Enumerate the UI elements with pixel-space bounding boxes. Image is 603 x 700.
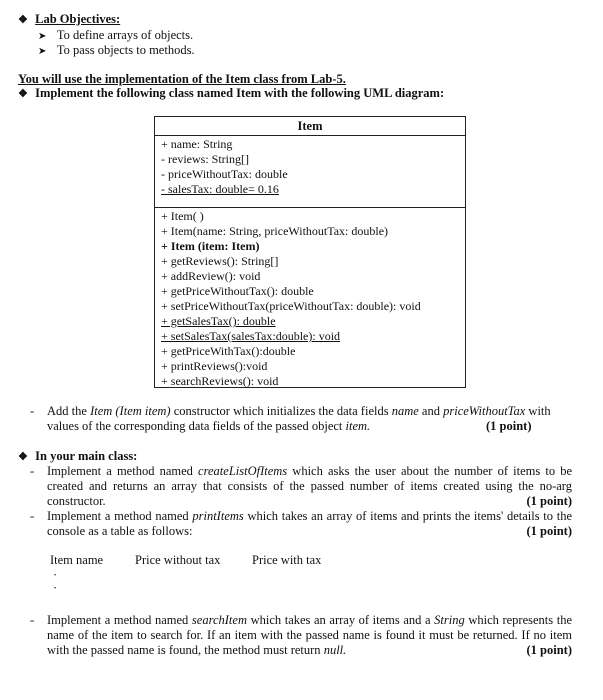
- constructor-task-line2: [47, 419, 370, 434]
- uml-method: + getPriceWithoutTax(): double: [161, 284, 314, 298]
- objective-item: [38, 28, 193, 43]
- uml-method: + Item(name: String, priceWithoutTax: double): [161, 224, 389, 238]
- uml-method-static: + setSalesTax(salesTax:double): void: [161, 329, 341, 343]
- task-print-items: [47, 509, 572, 539]
- text: which takes an array of items and a: [246, 613, 435, 627]
- uml-instruction: [18, 86, 444, 101]
- uml-class-diagram: [154, 116, 466, 388]
- uml-method: + addReview(): void: [161, 269, 261, 283]
- objective-item: [38, 43, 195, 58]
- method-name: printItems: [192, 509, 244, 523]
- table-header-item-name: Item name: [50, 553, 104, 567]
- constructor-task-line1: [47, 404, 551, 419]
- param-name: item.: [345, 419, 371, 433]
- text: which takes an array of items and prints the items' details to the console as a table as follows:: [47, 509, 572, 538]
- objective-text: To define arrays of objects.: [56, 28, 194, 42]
- uml-divider: [155, 135, 465, 136]
- table-header-price-with-tax: Price with tax: [252, 553, 322, 567]
- type-name: String: [434, 613, 465, 627]
- method-name: createListOfItems: [198, 464, 288, 478]
- text: Implement a method named: [47, 509, 193, 523]
- points-label: (1 point): [526, 524, 572, 538]
- text: which represents the name of the item to search for. If an item with the passed name is found it must be returned. If no item with the passed name is found, the method must return: [47, 613, 572, 657]
- table-dot: ·: [53, 581, 58, 595]
- diamond-bullet-icon: ❖: [18, 14, 28, 26]
- table-dot: ·: [53, 568, 58, 582]
- points-label: (1 point): [526, 643, 572, 657]
- main-class-title: In your main class:: [35, 449, 138, 463]
- text: constructor which initializes the data fields: [170, 404, 392, 418]
- uml-method: + getPriceWithTax():double: [161, 344, 296, 358]
- text: and: [418, 404, 444, 418]
- task-dash: -: [30, 613, 35, 627]
- diamond-bullet-icon: ❖: [18, 88, 28, 100]
- null-keyword: null.: [323, 643, 347, 657]
- uml-method: + printReviews():void: [161, 359, 268, 373]
- uml-field: + name: String: [161, 137, 233, 151]
- method-name: searchItem: [191, 613, 247, 627]
- table-header-price-without-tax: Price without tax: [135, 553, 221, 567]
- uml-method: + getReviews(): String[]: [161, 254, 279, 268]
- uml-method-copy-constructor: + Item (item: Item): [161, 239, 260, 253]
- uml-method-static: + getSalesTax(): double: [161, 314, 276, 328]
- text: Add the: [47, 404, 91, 418]
- uml-method: + setPriceWithoutTax(priceWithoutTax: double): void: [161, 299, 421, 313]
- task-dash: -: [30, 509, 35, 523]
- text: which asks the user about the number of items to be created and returns an array that consists of the passed number of items created using the no-arg constructor.: [47, 464, 573, 508]
- constructor-signature: Item (Item item): [90, 404, 171, 418]
- points-label: (1 point): [526, 494, 572, 508]
- uml-instruction-text: Implement the following class named Item with the following UML diagram:: [35, 86, 445, 100]
- uml-field: - reviews: String[]: [161, 152, 249, 166]
- uml-class-name: Item: [297, 119, 323, 133]
- uml-method: + Item( ): [161, 209, 204, 223]
- uml-method: + searchReviews(): void: [161, 374, 279, 388]
- points-label: (1 point): [486, 419, 532, 433]
- uml-field-static: - salesTax: double= 0.16: [161, 182, 279, 196]
- uml-field: - priceWithoutTax: double: [161, 167, 288, 181]
- task-dash: -: [30, 404, 35, 418]
- task-search-item: [47, 613, 572, 658]
- diamond-bullet-icon: ❖: [18, 451, 28, 463]
- objective-text: To pass objects to methods.: [56, 43, 195, 57]
- field-name: name: [391, 404, 419, 418]
- arrow-bullet-icon: ➤: [38, 46, 47, 57]
- intro-line: You will use the implementation of the Item class from Lab-5.: [18, 72, 346, 86]
- task-dash: -: [30, 464, 35, 478]
- objectives-heading: [18, 12, 120, 27]
- task-create-list: [47, 464, 572, 509]
- text: with: [525, 404, 551, 418]
- field-name: priceWithoutTax: [443, 404, 526, 418]
- text: Implement a method named: [47, 464, 199, 478]
- main-class-heading: [18, 449, 137, 464]
- text: values of the corresponding data fields of the passed object: [47, 419, 346, 433]
- text: Implement a method named: [47, 613, 192, 627]
- uml-divider: [155, 207, 465, 208]
- objectives-title: Lab Objectives:: [35, 12, 121, 26]
- arrow-bullet-icon: ➤: [38, 31, 47, 42]
